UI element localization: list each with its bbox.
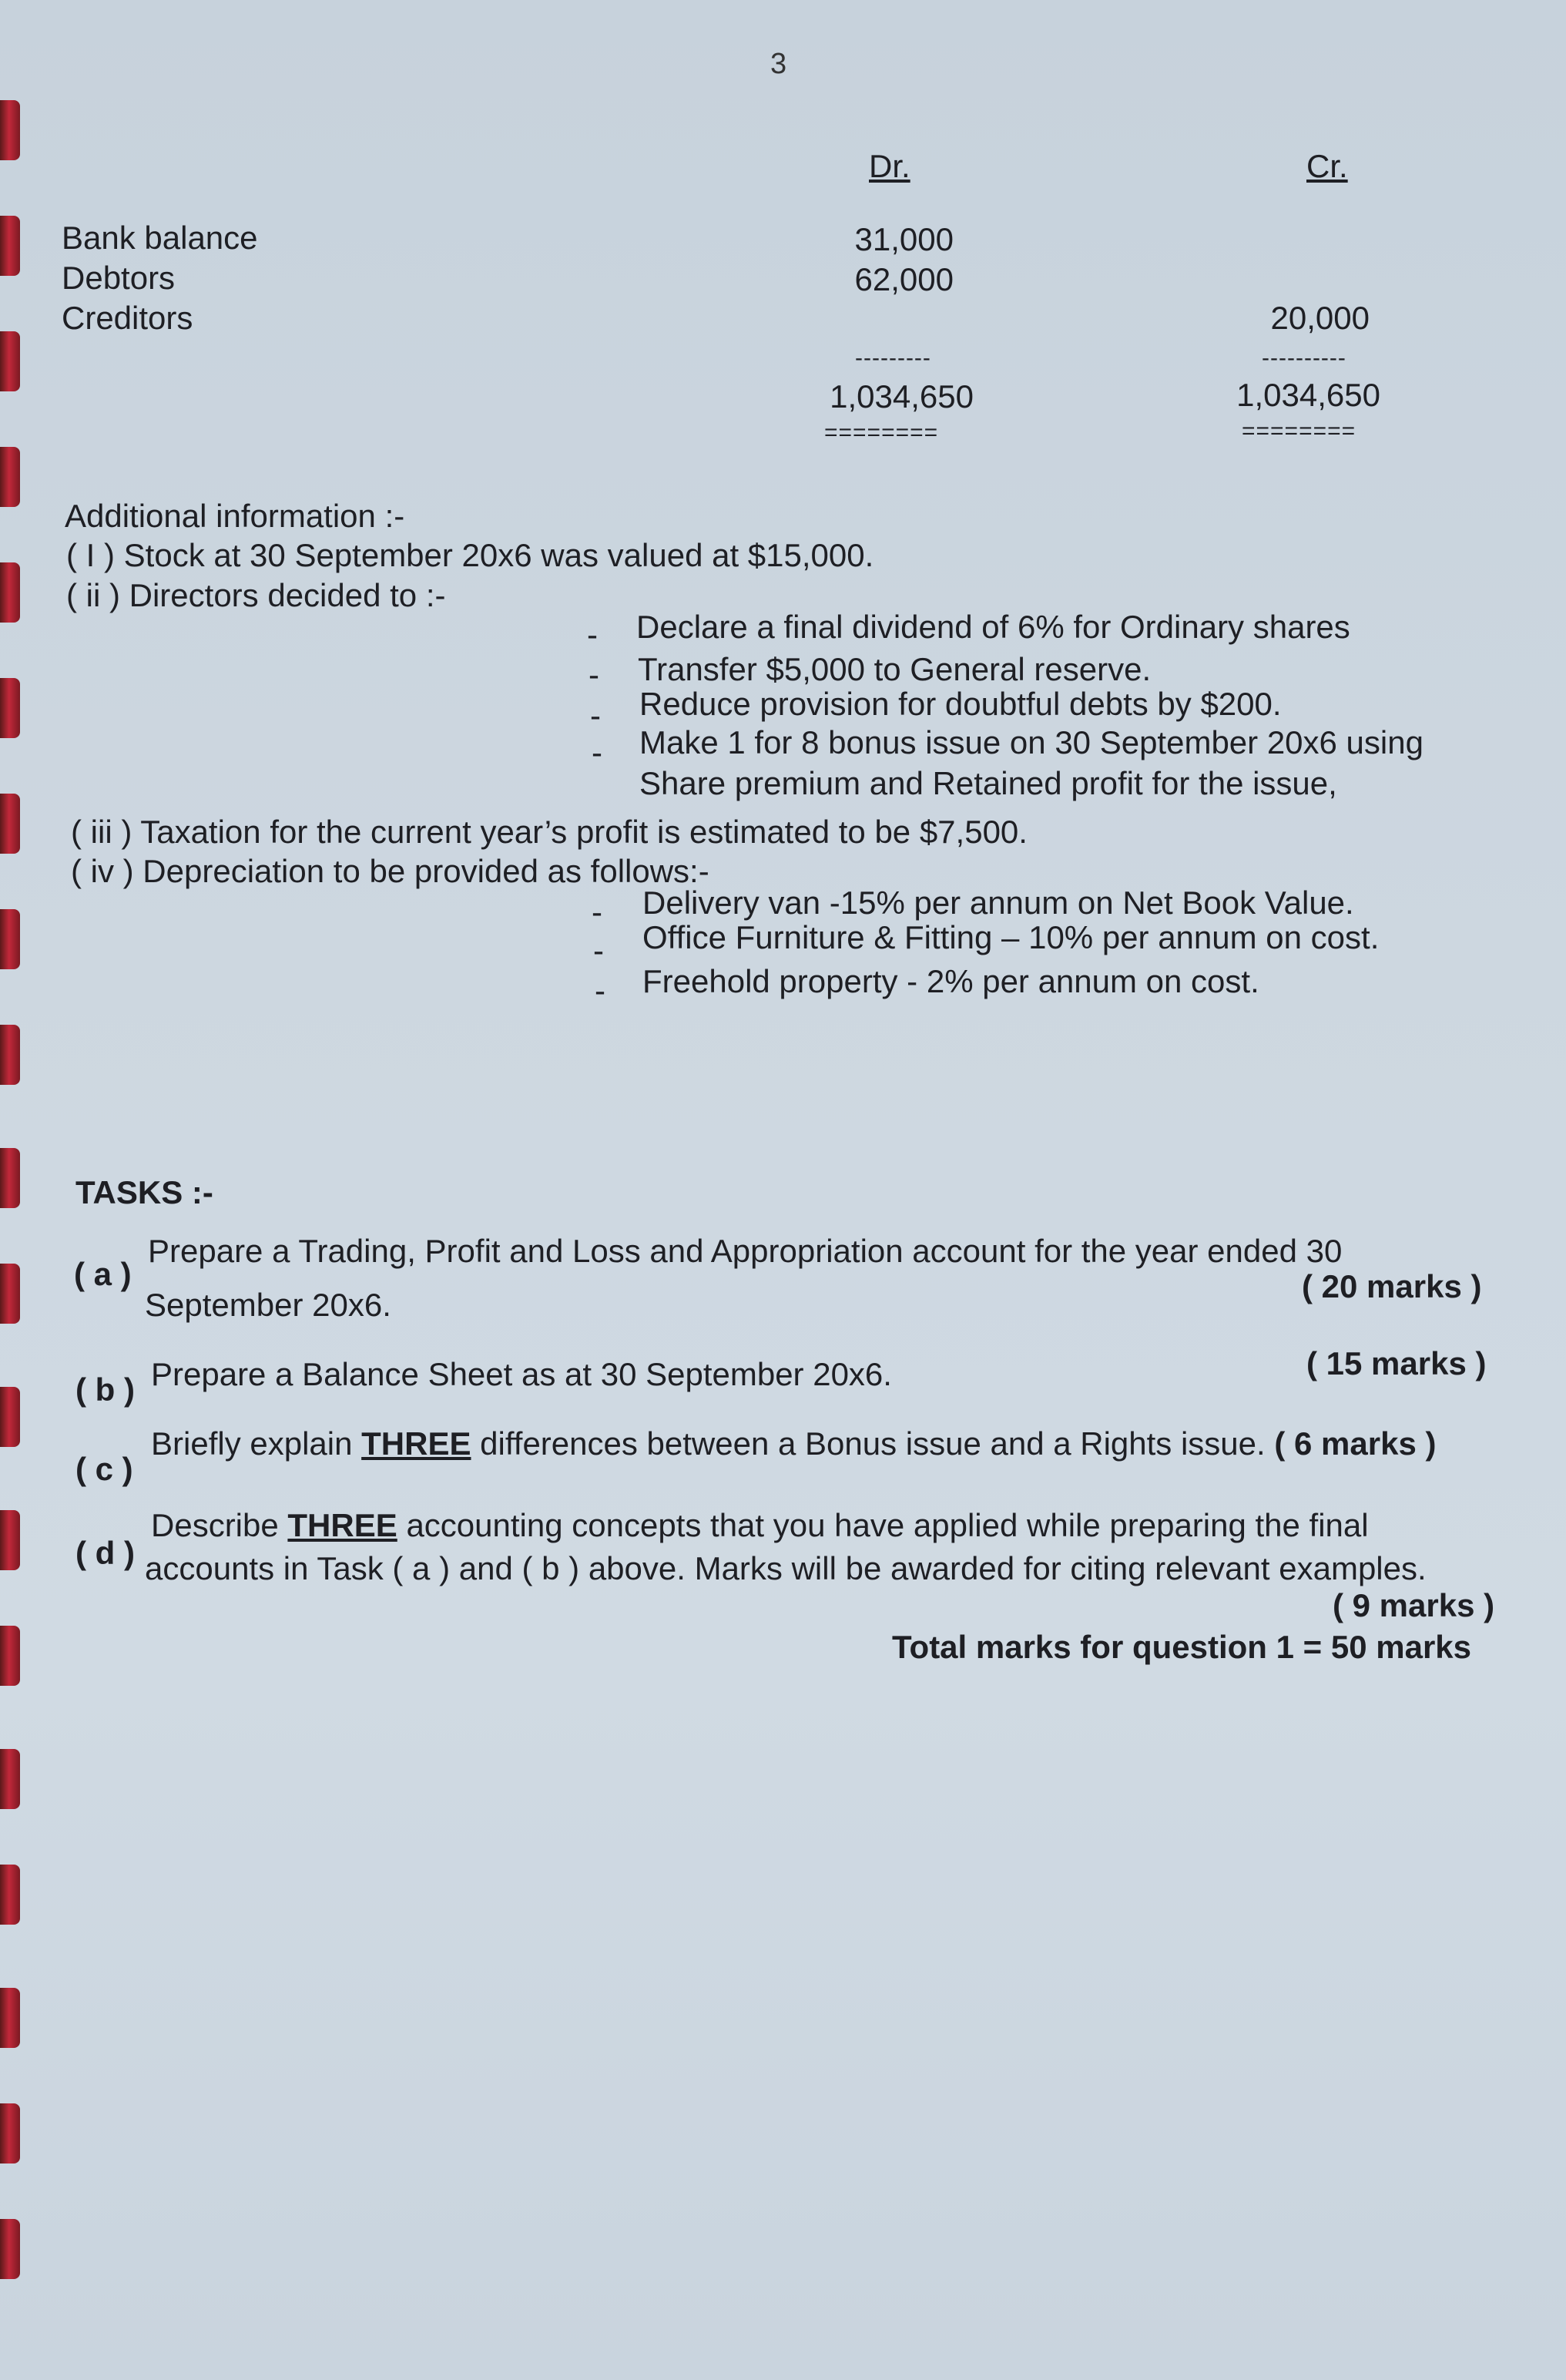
task-a-label: ( a )	[74, 1256, 132, 1292]
debit-column-header: Dr.	[869, 148, 910, 184]
binding-ring	[0, 1148, 20, 1208]
credit-column-header: Cr.	[1306, 148, 1348, 184]
row-label-debtors: Debtors	[62, 260, 176, 296]
binding-ring	[0, 1264, 20, 1324]
task-a-text: Prepare a Trading, Profit and Loss and Appropriation account for the year ended 30	[148, 1233, 1343, 1269]
bullet-dash: -	[592, 734, 602, 770]
bullet-dash: -	[590, 697, 601, 733]
binding-ring	[0, 1025, 20, 1085]
row-label-creditors: Creditors	[62, 300, 193, 336]
task-d-label: ( d )	[75, 1535, 135, 1571]
task-d-text-post: accounting concepts that you have applied while preparing the final	[406, 1507, 1369, 1543]
task-c-text-post: differences between a Bonus issue and a Rights issue.	[480, 1425, 1266, 1462]
creditors-credit: 20,000	[1270, 300, 1370, 336]
additional-info-item-i: ( I ) Stock at 30 September 20x6 was valued at $15,000.	[66, 537, 874, 573]
bank-balance-debit: 31,000	[854, 221, 954, 257]
task-c-marks: ( 6 marks )	[1274, 1425, 1437, 1462]
task-a-text-cont: September 20x6.	[145, 1287, 391, 1323]
task-d-emphasis: THREE	[287, 1507, 397, 1543]
task-c-text	[151, 1425, 1436, 1462]
total-marks: Total marks for question 1 = 50 marks	[892, 1629, 1472, 1665]
bullet-dash: -	[592, 894, 602, 930]
task-c-label: ( c )	[75, 1451, 133, 1487]
bullet-dash: -	[587, 616, 598, 653]
spiral-binding	[0, 0, 39, 2380]
directors-item-bonus-issue-cont: Share premium and Retained profit for the issue,	[639, 765, 1337, 801]
binding-ring	[0, 216, 20, 276]
task-d-marks: ( 9 marks )	[1333, 1587, 1495, 1623]
task-b-label: ( b )	[75, 1371, 135, 1408]
page-number: 3	[770, 48, 787, 80]
credit-double-rule: ========	[1242, 418, 1356, 444]
additional-info-item-iii: ( iii ) Taxation for the current year’s profit is estimated to be $7,500.	[71, 814, 1028, 850]
directors-item-bonus-issue: Make 1 for 8 bonus issue on 30 September 20x6 using	[639, 724, 1423, 760]
bullet-dash: -	[593, 932, 604, 968]
binding-ring	[0, 1865, 20, 1925]
binding-ring	[0, 100, 20, 160]
task-a-marks: ( 20 marks )	[1302, 1268, 1482, 1304]
task-b-text: Prepare a Balance Sheet as at 30 September 20x6.	[151, 1356, 892, 1392]
binding-ring	[0, 331, 20, 391]
additional-info-item-ii: ( ii ) Directors decided to :-	[66, 577, 446, 613]
binding-ring	[0, 1387, 20, 1447]
binding-ring	[0, 562, 20, 623]
tasks-heading: TASKS :-	[75, 1174, 213, 1210]
binding-ring	[0, 2219, 20, 2279]
binding-ring	[0, 1749, 20, 1809]
depreciation-item-freehold-property: Freehold property - 2% per annum on cost.	[642, 963, 1259, 999]
directors-item-general-reserve: Transfer $5,000 to General reserve.	[638, 651, 1152, 687]
task-c-emphasis: THREE	[361, 1425, 471, 1462]
binding-ring	[0, 2103, 20, 2163]
row-label-bank-balance: Bank balance	[62, 220, 258, 256]
depreciation-item-office-furniture: Office Furniture & Fitting – 10% per annum on cost.	[642, 919, 1380, 955]
additional-info-item-iv: ( iv ) Depreciation to be provided as follows:-	[71, 853, 709, 889]
debit-single-rule: ---------	[855, 345, 931, 371]
task-b-marks: ( 15 marks )	[1306, 1345, 1487, 1381]
task-d-text	[151, 1507, 1369, 1544]
binding-ring	[0, 678, 20, 738]
depreciation-item-delivery-van: Delivery van -15% per annum on Net Book Value.	[642, 885, 1354, 921]
binding-ring	[0, 447, 20, 507]
binding-ring	[0, 1626, 20, 1686]
credit-total: 1,034,650	[1236, 377, 1380, 413]
binding-ring	[0, 1988, 20, 2048]
bullet-dash: -	[595, 972, 605, 1009]
binding-ring	[0, 909, 20, 969]
task-d-text-cont: accounts in Task ( a ) and ( b ) above. Marks will be awarded for citing relevant examples.	[145, 1550, 1427, 1586]
debit-total: 1,034,650	[830, 378, 974, 415]
bullet-dash: -	[589, 656, 599, 693]
directors-item-doubtful-debts: Reduce provision for doubtful debts by $200.	[639, 686, 1282, 722]
credit-single-rule: ----------	[1262, 345, 1346, 371]
directors-item-dividend: Declare a final dividend of 6% for Ordinary shares	[636, 609, 1350, 645]
binding-ring	[0, 794, 20, 854]
debtors-debit: 62,000	[854, 261, 954, 297]
task-c-text-pre: Briefly explain	[151, 1425, 353, 1462]
additional-info-heading: Additional information :-	[65, 498, 405, 534]
task-d-text-pre: Describe	[151, 1507, 279, 1543]
debit-double-rule: ========	[824, 420, 939, 445]
binding-ring	[0, 1510, 20, 1570]
